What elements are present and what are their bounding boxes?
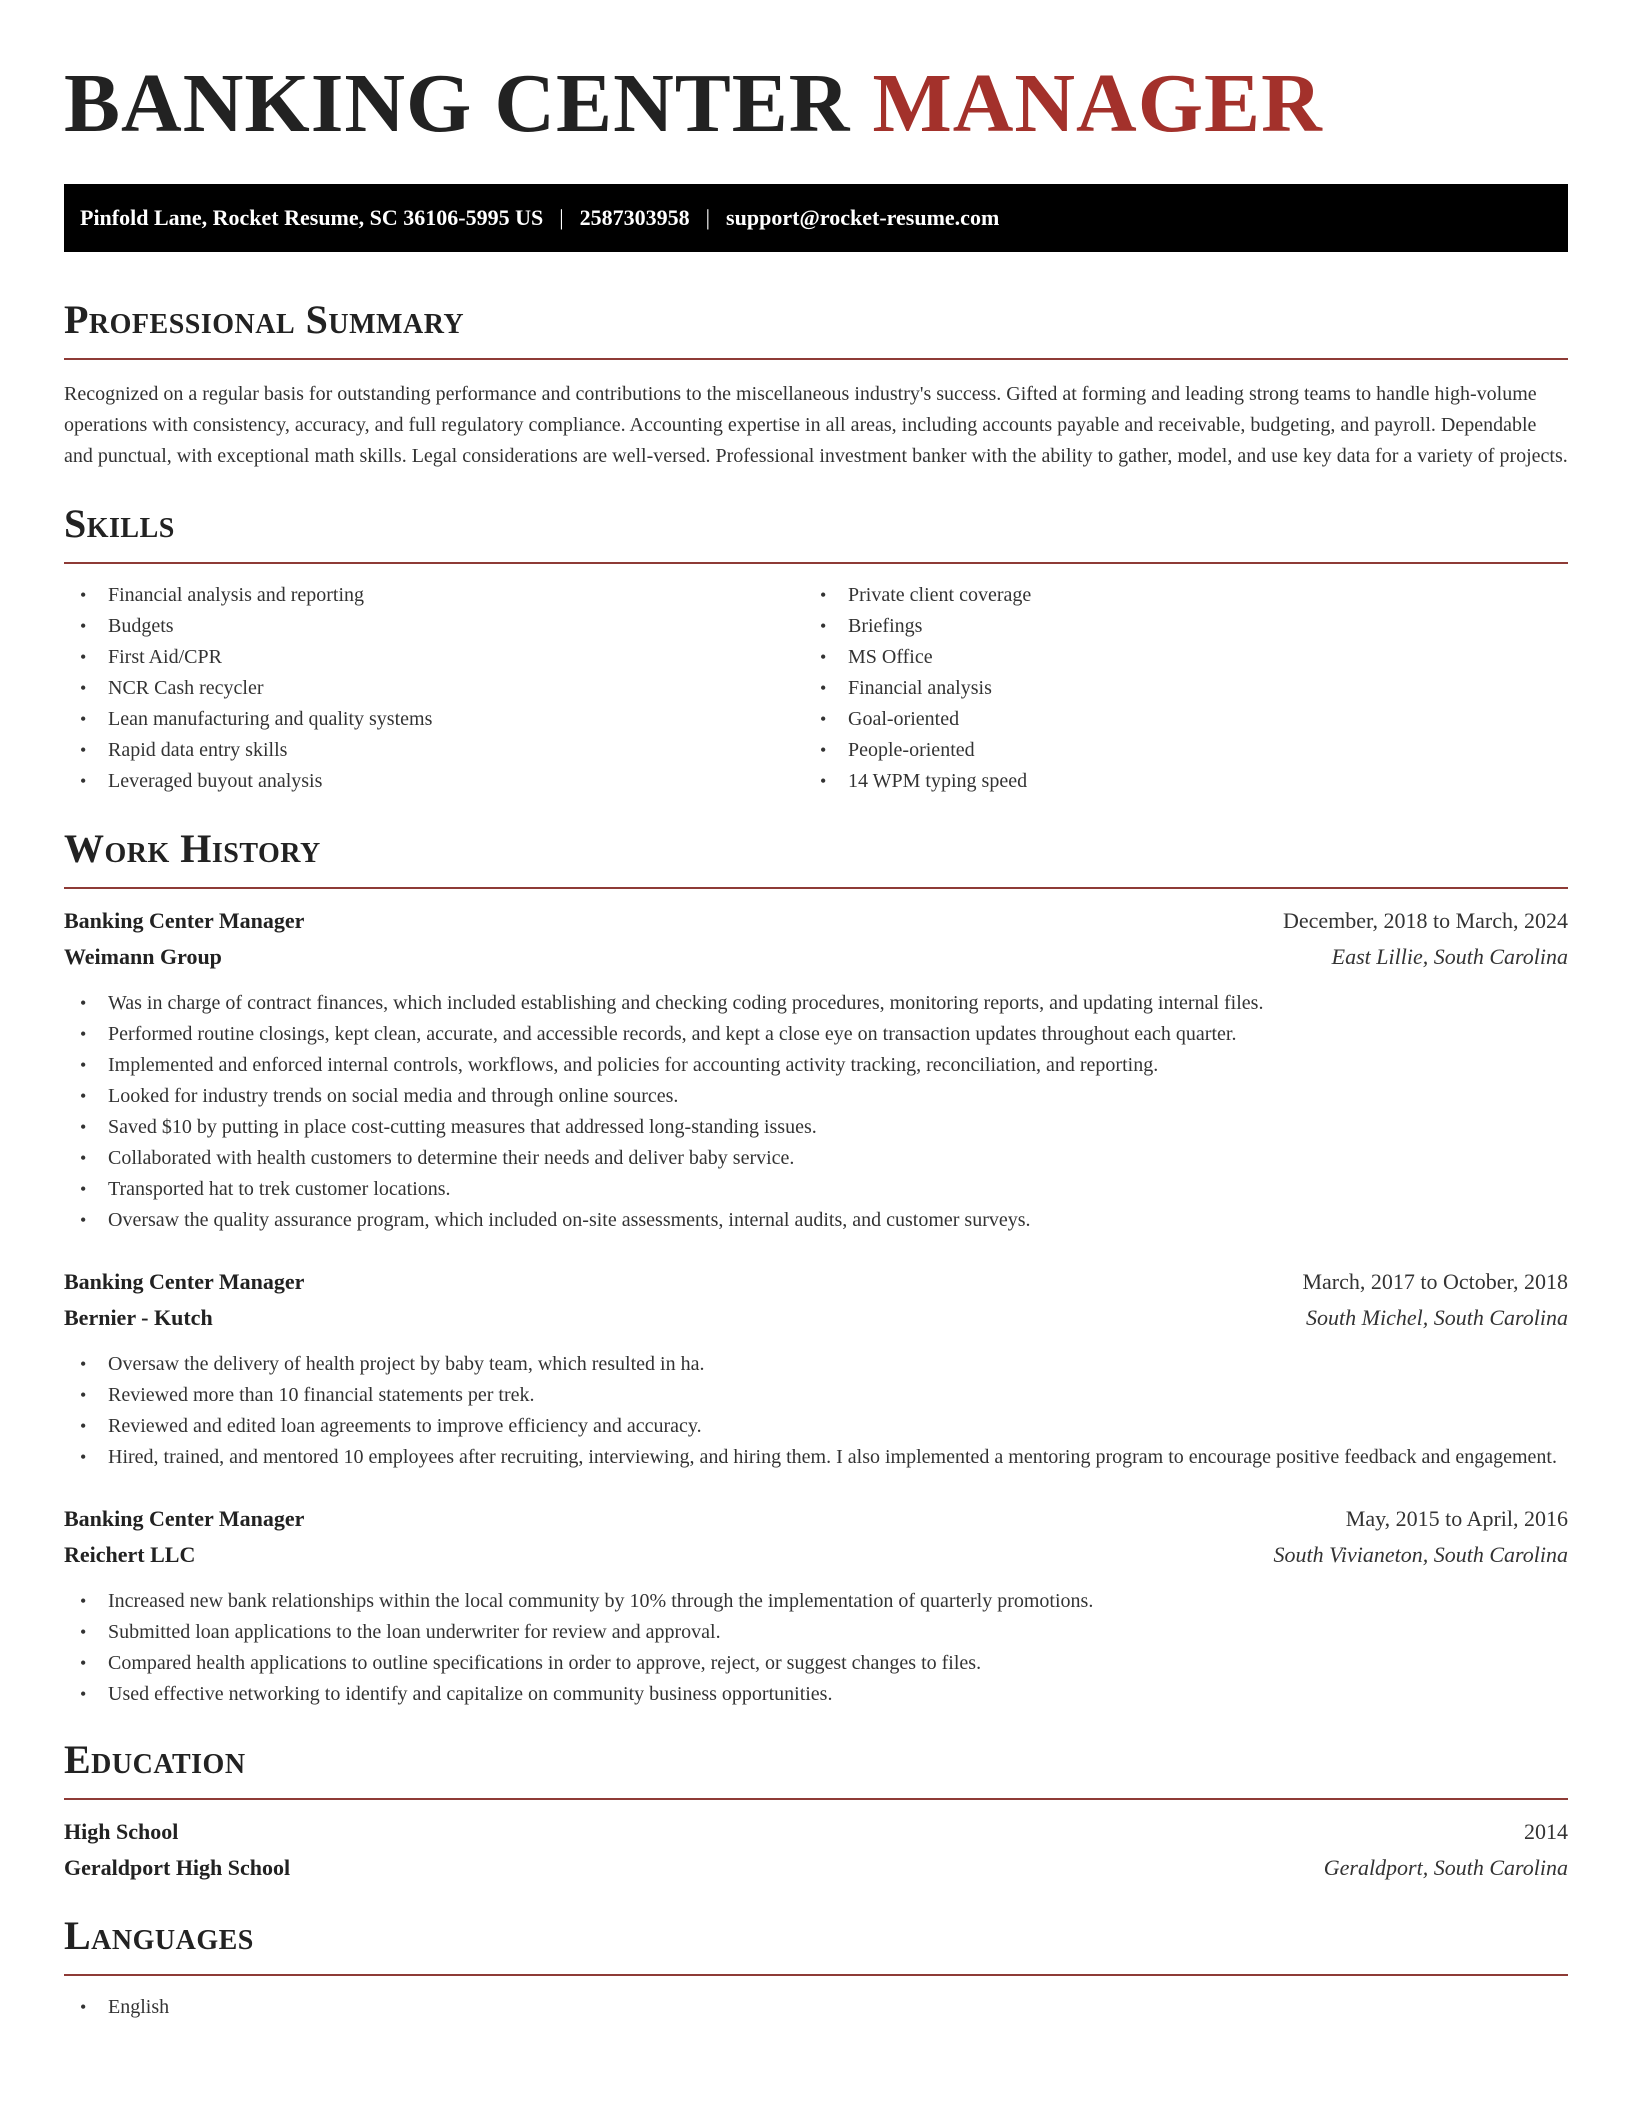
job-subheader xyxy=(64,939,1568,975)
skill-item: • Briefings xyxy=(804,611,1544,642)
summary-section xyxy=(64,296,1568,472)
skills-list-left xyxy=(64,580,804,797)
section-divider xyxy=(64,1798,1568,1800)
skills-grid xyxy=(64,580,1568,797)
job-company: Reichert LLC xyxy=(64,1542,196,1567)
contact-bar xyxy=(64,184,1568,252)
education-year: 2014 xyxy=(1524,1819,1568,1844)
job-bullet: • Increased new bank relationships within the local community by 10% through the implementation of quarterly promotions. xyxy=(64,1586,1568,1617)
skill-item: • NCR Cash recycler xyxy=(64,673,804,704)
contact-email: support@rocket-resume.com xyxy=(726,205,1000,230)
job-location: South Vivianeton, South Carolina xyxy=(1273,1542,1568,1567)
job-bullets xyxy=(64,1349,1568,1473)
job-entry xyxy=(64,1264,1568,1473)
skill-item: • First Aid/CPR xyxy=(64,642,804,673)
education-school: Geraldport High School xyxy=(64,1855,291,1880)
education-header xyxy=(64,1814,1568,1850)
contact-phone: 2587303958 xyxy=(579,205,690,230)
skill-item: • Financial analysis xyxy=(804,673,1544,704)
section-divider xyxy=(64,562,1568,564)
job-bullets xyxy=(64,988,1568,1236)
skill-item: • MS Office xyxy=(804,642,1544,673)
job-bullet: • Collaborated with health customers to determine their needs and deliver baby service. xyxy=(64,1143,1568,1174)
job-bullet: • Submitted loan applications to the loan underwriter for review and approval. xyxy=(64,1617,1568,1648)
contact-address: Pinfold Lane, Rocket Resume, SC 36106-5995 US xyxy=(80,205,544,230)
job-bullets xyxy=(64,1586,1568,1710)
job-dates: December, 2018 to March, 2024 xyxy=(1282,908,1568,933)
job-bullet: • Implemented and enforced internal controls, workflows, and policies for accounting activity tracking, reconciliation, and reporting. xyxy=(64,1050,1568,1081)
job-title: Banking Center Manager xyxy=(64,1269,305,1294)
skills-section xyxy=(64,500,1568,797)
skill-item: • 14 WPM typing speed xyxy=(804,766,1544,797)
job-entry xyxy=(64,1501,1568,1710)
title-accent: MANAGER xyxy=(872,57,1323,150)
job-bullet: • Performed routine closings, kept clean, accurate, and accessible records, and kept a close eye on transaction updates throughout each quarter. xyxy=(64,1019,1568,1050)
resume-title xyxy=(64,0,1568,150)
title-main: BANKING CENTER xyxy=(64,57,851,150)
section-divider xyxy=(64,887,1568,889)
education-subheader xyxy=(64,1850,1568,1886)
job-subheader xyxy=(64,1300,1568,1336)
education-location: Geraldport, South Carolina xyxy=(1323,1855,1568,1880)
job-bullet: • Transported hat to trek customer locations. xyxy=(64,1174,1568,1205)
job-bullet: • Oversaw the quality assurance program, which included on-site assessments, internal audits, and customer surveys. xyxy=(64,1205,1568,1236)
job-header xyxy=(64,903,1568,939)
job-header xyxy=(64,1501,1568,1537)
work-history-heading: Work History xyxy=(64,826,321,871)
job-location: East Lillie, South Carolina xyxy=(1331,944,1568,969)
contact-separator: | xyxy=(705,205,711,230)
skill-item: • Leveraged buyout analysis xyxy=(64,766,804,797)
job-bullet: • Saved $10 by putting in place cost-cutting measures that addressed long-standing issues. xyxy=(64,1112,1568,1143)
job-bullet: • Reviewed and edited loan agreements to improve efficiency and accuracy. xyxy=(64,1411,1568,1442)
skills-list-right xyxy=(804,580,1544,797)
languages-heading: Languages xyxy=(64,1913,254,1958)
languages-section xyxy=(64,1912,1568,2023)
summary-heading: Professional Summary xyxy=(64,297,465,342)
job-location: South Michel, South Carolina xyxy=(1306,1305,1568,1330)
skill-item: • Goal-oriented xyxy=(804,704,1544,735)
contact-separator: | xyxy=(559,205,564,230)
job-entry xyxy=(64,903,1568,1236)
language-item: • English xyxy=(64,1992,1568,2023)
skill-item: • Budgets xyxy=(64,611,804,642)
skill-item: • Lean manufacturing and quality systems xyxy=(64,704,804,735)
section-divider xyxy=(64,1974,1568,1976)
job-bullet: • Looked for industry trends on social media and through online sources. xyxy=(64,1081,1568,1112)
work-history-section xyxy=(64,825,1568,1710)
skill-item: • Private client coverage xyxy=(804,580,1544,611)
education-degree: High School xyxy=(64,1819,179,1844)
job-title: Banking Center Manager xyxy=(64,908,305,933)
skill-item: • People-oriented xyxy=(804,735,1544,766)
education-heading: Education xyxy=(64,1737,246,1782)
job-bullet: • Was in charge of contract finances, which included establishing and checking coding procedures, monitoring reports, and updating internal files. xyxy=(64,988,1568,1019)
skills-heading: Skills xyxy=(64,501,175,546)
job-bullet: • Used effective networking to identify and capitalize on community business opportunities. xyxy=(64,1679,1568,1710)
languages-list xyxy=(64,1992,1568,2023)
job-title: Banking Center Manager xyxy=(64,1506,305,1531)
job-dates: May, 2015 to April, 2016 xyxy=(1345,1506,1568,1531)
job-bullet: • Hired, trained, and mentored 10 employees after recruiting, interviewing, and hiring them. I also implemented a mentoring program to encourage positive feedback and engagement. xyxy=(64,1442,1568,1473)
job-company: Weimann Group xyxy=(64,944,222,969)
section-divider xyxy=(64,358,1568,360)
summary-text: Recognized on a regular basis for outstanding performance and contributions to the miscellaneous industry's success. Gifted at forming and leading strong teams to handle high-volume operations with consistency, accuracy, and full regulatory compliance. Accounting expertise in all areas, including accounts payable and receivable, budgeting, and payroll. Dependable and punctual, with exceptional math skills. Legal considerations are well-versed. Professional investment banker with the ability to gather, model, and use key data for a variety of projects. xyxy=(64,383,1568,467)
skill-item: • Rapid data entry skills xyxy=(64,735,804,766)
education-entry xyxy=(64,1814,1568,1886)
education-section xyxy=(64,1736,1568,1886)
skill-item: • Financial analysis and reporting xyxy=(64,580,804,611)
job-bullet: • Reviewed more than 10 financial statements per trek. xyxy=(64,1380,1568,1411)
job-company: Bernier - Kutch xyxy=(64,1305,213,1330)
job-bullet: • Oversaw the delivery of health project by baby team, which resulted in ha. xyxy=(64,1349,1568,1380)
job-bullet: • Compared health applications to outline specifications in order to approve, reject, or suggest changes to files. xyxy=(64,1648,1568,1679)
job-subheader xyxy=(64,1537,1568,1573)
job-dates: March, 2017 to October, 2018 xyxy=(1302,1269,1568,1294)
job-header xyxy=(64,1264,1568,1300)
